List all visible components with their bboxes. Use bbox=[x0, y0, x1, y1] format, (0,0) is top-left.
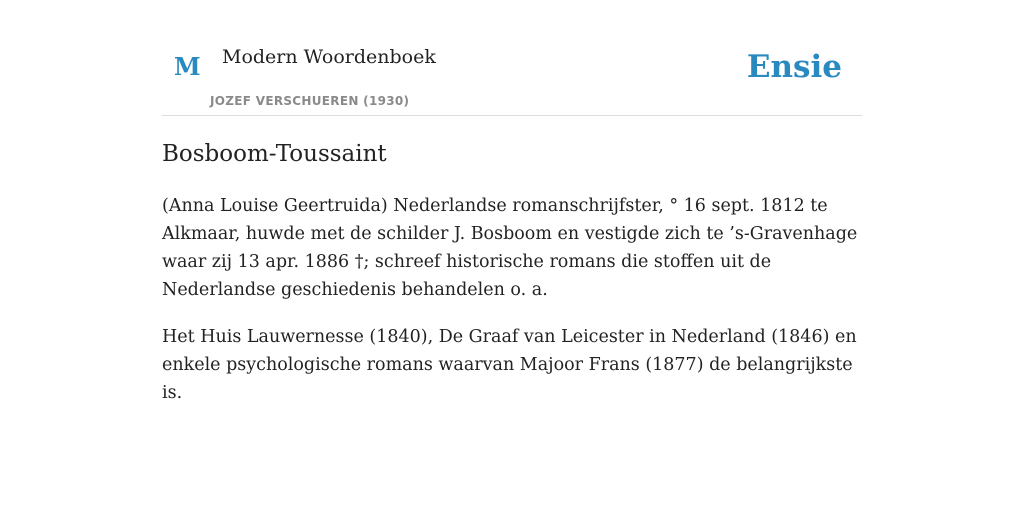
book-logo[interactable]: M bbox=[174, 52, 201, 81]
entry-title: Bosboom-Toussaint bbox=[162, 141, 387, 167]
entry-paragraph-1: (Anna Louise Geertruida) Nederlandse romanschrijfster, ° 16 sept. 1812 te Alkmaar, huwde met de schilder J. Bosboom en vestigde zich te ’s-Gravenhage waar zij 13 apr. 1886 †; schreef historische romans die stoffen uit de Nederlandse geschiedenis behandelen o. a. bbox=[162, 195, 858, 300]
book-author: JOZEF VERSCHUEREN (1930) bbox=[210, 94, 410, 108]
brand-logo-link[interactable]: Ensie bbox=[746, 49, 842, 85]
entry-paragraph-2: Het Huis Lauwernesse (1840), De Graaf van Leicester in Nederland (1846) en enkele psychologische romans waarvan Majoor Frans (1877) de belangrijkste is. bbox=[162, 326, 857, 403]
page-container bbox=[162, 0, 862, 407]
book-title-link[interactable]: Modern Woordenboek bbox=[222, 46, 436, 68]
header bbox=[162, 0, 862, 116]
